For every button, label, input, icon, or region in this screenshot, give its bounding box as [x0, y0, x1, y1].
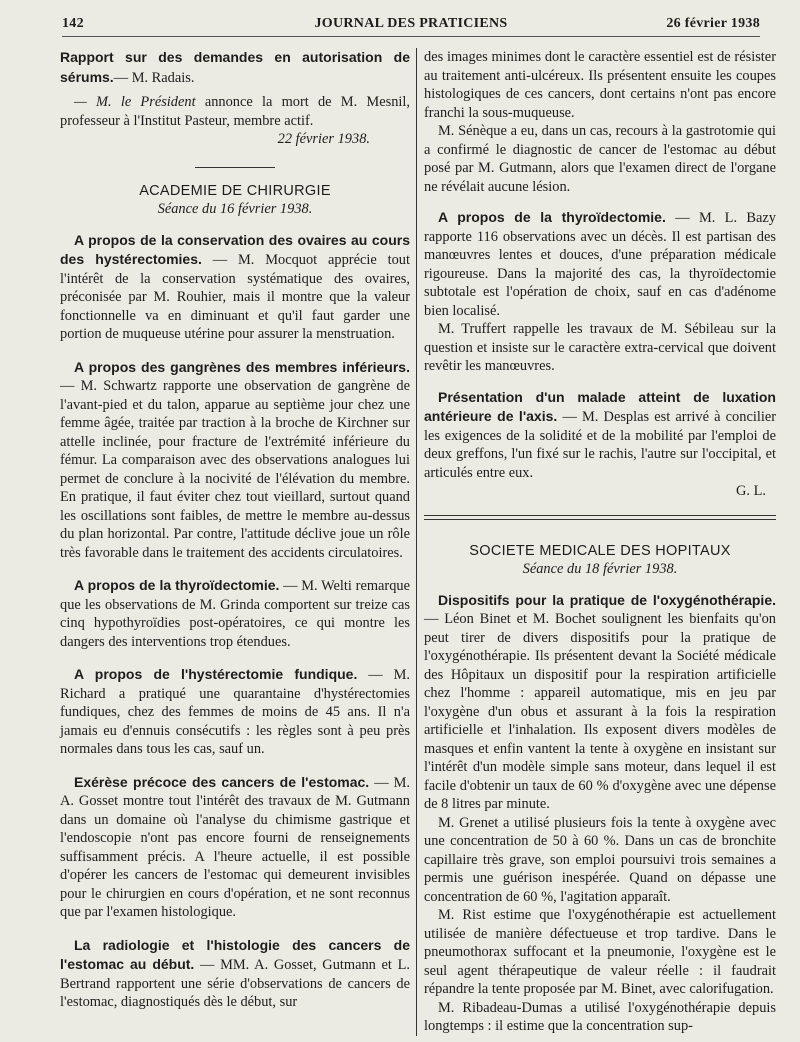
thyroid2-text: — M. L. Bazy rapporte 116 observations avec un décès. Il est partisan des manœuvres lentes et douces, d'une préparation médicale rigoureuse. Dans la majorité des cas, la thyroïdectomie subtotale est l'opération de choix, sauf en cas d'adénome bien localisé.: [424, 210, 776, 319]
signature: G. L.: [736, 483, 766, 499]
page-number: 142: [62, 16, 84, 31]
gangrenes-heading: A propos des gangrènes des membres inférieurs.: [74, 358, 410, 375]
grenet-text: M. Grenet a utilisé plusieurs fois la tente à oxygène avec une concentration de 50 à 60 %. Dans un cas de bronchite capillaire très grave, son emploi poursuivi trois semaines a permis une guérison inespérée. Quand on dépasse une concentration de 60 %, l'agitation apparaît.: [424, 814, 776, 905]
thyroid2-section: [424, 208, 776, 376]
societe-seance: Séance du 18 février 1938.: [522, 561, 678, 577]
gangrenes-text: — M. Schwartz rapporte une observation de gangrène de l'avant-pied et du talon, apparue au septième jour chez une femme âgée, traitée par traction à la broche de Kirchner sur attelle inclinée, pour fracture de l'extrémité inférieure du fémur. La comparaison avec des observations analogues lui permet de conclure à la nocivité de l'élévation du membre. En pratique, il faut éviter chez tout vieillard, surtout quand les oscillations sont faibles, de mettre le membre au-dessus du plan horizontal. Par contre, l'attitude déclive joue un rôle très favorable dans le traitement des accidents circulatoires.: [60, 378, 410, 561]
luxation-heading: Présentation d'un malade atteint de luxation antérieure de l'axis.: [424, 388, 776, 424]
ribadeau-text: M. Ribadeau-Dumas a utilisé l'oxygénothérapie depuis longtemps : il estime que la concentration sup-: [424, 999, 776, 1034]
rapport-section: [60, 48, 410, 87]
column-divider: [416, 48, 417, 1036]
radiologie-text: — MM. A. Gosset, Gutmann et L. Bertrand rapportent une série d'observations de cancers de l'estomac, diagnostiqués dès le début, sur: [60, 957, 411, 1010]
left-column: [60, 48, 410, 1026]
academie-title: ACADEMIE DE CHIRURGIE: [139, 182, 331, 199]
president-name: — M. le Président: [74, 94, 196, 110]
oxygenotherapie-text: — Léon Binet et M. Bochet soulignent les bienfaits qu'on peut tirer de divers dispositifs pour la pratique de l'oxygénothérapie. Ils présentent devant la Société médicale des Hôpitaux un dispositif pour la respiration artificielle chez l'homme : appareil automatique, mis en jeu par l'oxygène d'un obus et assurant à la fois la respiration artificielle et l'inhalation. Ils exposent divers modèles de masques et enfin vantent la tente à oxygène en insistant sur l'intérêt d'un modèle simple sans moteur, dans lequel il est facile d'obtenir un taux de 60 % d'oxygène avec une dépense de 8 litres par minute.: [424, 611, 776, 812]
radiologie-continued: [424, 48, 776, 196]
ovaires-section: [60, 231, 410, 344]
section-rule: [195, 167, 275, 168]
oxygenotherapie-section: [424, 591, 776, 1036]
societe-title: SOCIETE MEDICALE DES HOPITAUX: [469, 542, 731, 559]
date-line: 22 février 1938.: [277, 131, 370, 147]
president-section: [60, 93, 410, 149]
double-rule: [424, 515, 776, 520]
right-column: [424, 48, 776, 1036]
thyroid-heading: A propos de la thyroïdectomie.: [74, 577, 280, 593]
radiologie-cont-text: des images minimes dont le caractère essentiel est de résister au traitement anti-ulcéreux. Ils présentent ensuite les coupes histologiques de ces cancers, dont certains n'ont pas encore franchi la sous-muqueuse.: [424, 49, 776, 121]
luxation-section: [424, 388, 776, 501]
ovaires-heading: A propos de la conservation des ovaires au cours des hystérectomies.: [60, 231, 410, 267]
rist-text: M. Rist estime que l'oxygénothérapie est actuellement utilisée de manière défectueuse et trop tardive. Dans le pneumothorax suffocant et la pneumonie, l'oxygène est le seul agent thérapeutique de valeur réelle : il faudrait répandre la tente proposée par M. Binet, avec calorifugation.: [424, 907, 776, 997]
truffert-text: M. Truffert rappelle les travaux de M. Sébileau sur la question et insiste sur le caractère extra-cervical que doivent revêtir les manœuvres.: [424, 321, 776, 374]
academie-seance: Séance du 16 février 1938.: [157, 201, 313, 217]
gangrenes-section: [60, 358, 410, 563]
luxation-text: — M. Desplas est arrivé à concilier les exigences de la solidité et de la mobilité par l'emploi de deux greffons, l'un fixé sur le rachis, l'autre sur l'occipital, et articulés entre eux.: [424, 409, 777, 481]
journal-title: JOURNAL DES PRATICIENS: [314, 16, 508, 31]
rapport-heading: Rapport sur des demandes en autorisation de sérums.: [60, 49, 410, 85]
exerese-text: — M. A. Gosset montre tout l'intérêt des travaux de M. Gutmann dans un domaine où l'analyse du chimisme gastrique et l'endoscopie n'ont pas encore fourni de renseignements suffisamment précis. A l'heure actuelle, il est possible d'opérer les cancers de l'estomac qui demeurent invisibles pour le chirurgien en cours d'opération, et ne sont reconnus que par l'examen histologique.: [60, 774, 410, 920]
thyroid2-heading: A propos de la thyroïdectomie.: [438, 209, 666, 225]
oxygenotherapie-heading: Dispositifs pour la pratique de l'oxygénothérapie.: [438, 591, 776, 608]
radiologie-heading: La radiologie et l'histologie des cancers de l'estomac au début.: [60, 936, 410, 972]
radiologie-section: [60, 936, 410, 1012]
page-header: [62, 12, 760, 37]
hysterectomie-section: [60, 665, 410, 759]
thyroid-text: — M. Welti remarque que les observations de M. Grinda comportent sur treize cas cinq hypothyroïdies post-opératoires, ce qui montre les dangers des interventions trop étendues.: [60, 578, 410, 650]
thyroid-section: [60, 576, 410, 651]
ovaires-text: — M. Mocquot apprécie tout l'intérêt de la conservation systématique des ovaires, préconisée par M. Rouhier, mais il montre que la valeur fonctionnelle va en diminuant et qu'il faut garder une portion de muqueuse utérine pour assurer la menstruation.: [60, 252, 410, 342]
hysterectomie-heading: A propos de l'hystérectomie fundique.: [74, 666, 358, 682]
seneque-text: M. Sénèque a eu, dans un cas, recours à la gastrotomie qui a confirmé le diagnostic de cancer de l'estomac au début posé par M. Gutmann, alors que l'examen direct de l'organe ne révélait aucune lésion.: [424, 123, 776, 195]
hysterectomie-text: — M. Richard a pratiqué une quarantaine d'hystérectomies fundiques, chez des femmes de moins de 45 ans. Il n'a jamais eu d'ennuis consécutifs : les règles sont à peu près normales dans tous les cas, sauf un.: [60, 667, 410, 757]
issue-date: 26 février 1938: [666, 16, 760, 31]
president-text: annonce la mort de M. Mesnil, professeur à l'Institut Pasteur, membre actif.: [60, 94, 410, 129]
exerese-section: [60, 773, 410, 922]
exerese-heading: Exérèse précoce des cancers de l'estomac.: [74, 773, 370, 790]
rapport-text: — M. Radais.: [113, 69, 195, 86]
